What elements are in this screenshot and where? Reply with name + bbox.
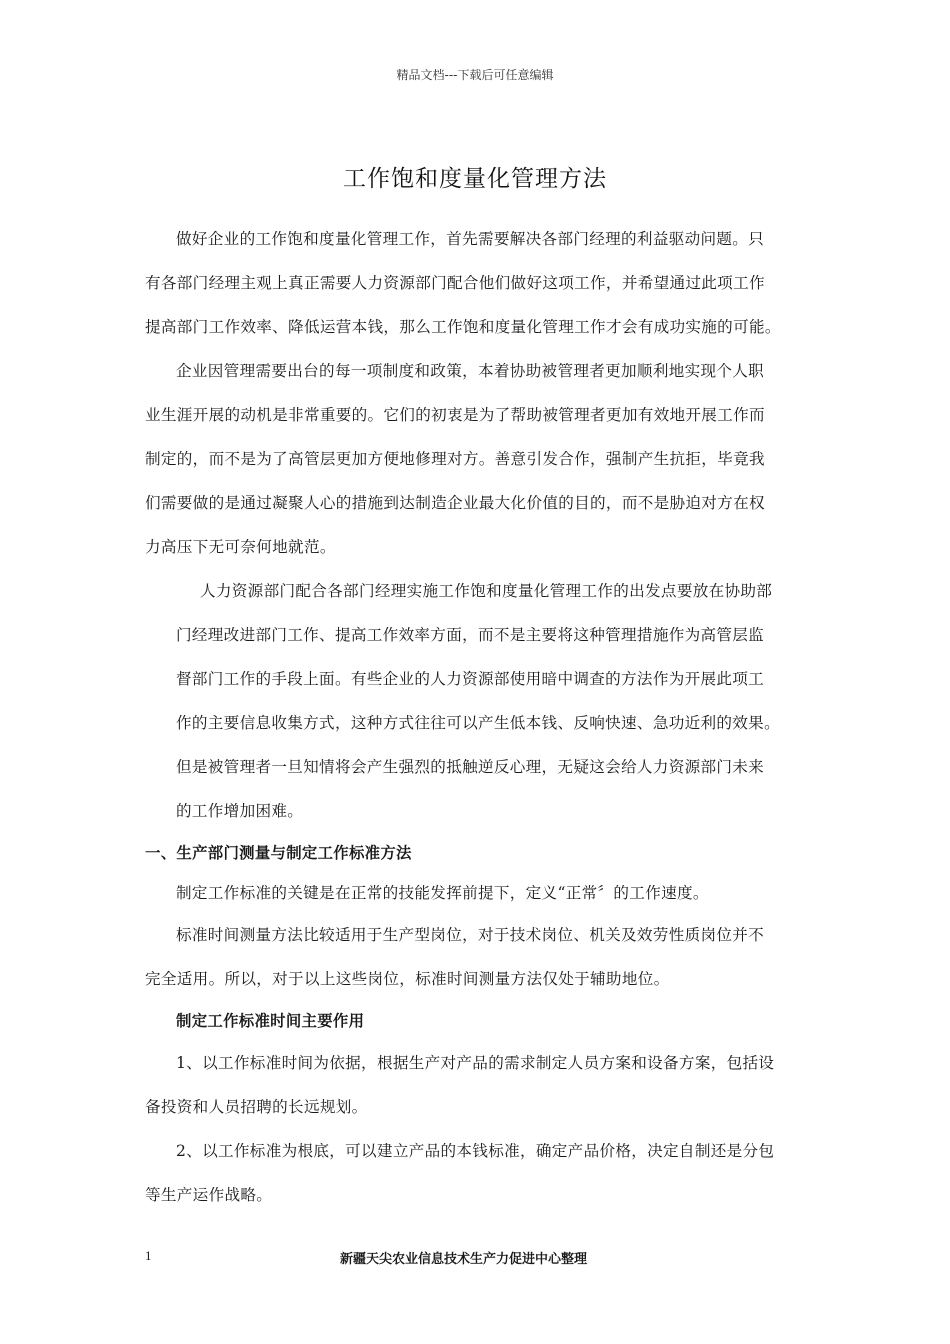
paragraph-line: 们需要做的是通过凝聚人心的措施到达制造企业最大化价值的目的，而不是胁迫对方在权 [145, 494, 765, 512]
paragraph-line: 督部门工作的手段上面。有些企业的人力资源部使用暗中调查的方法作为开展此项工 [176, 670, 765, 688]
paragraph-line: 1、以工作标准时间为依据，根据生产对产品的需求制定人员方案和设备方案，包括设 [176, 1054, 775, 1072]
list-item [145, 1129, 810, 1217]
footer-organization: 新疆天尖农业信息技术生产力促进中心整理 [340, 1252, 588, 1267]
paragraph-3 [145, 569, 810, 833]
page-footer [145, 1248, 810, 1268]
paragraph-line: 完全适用。所以，对于以上这些岗位，标准时间测量方法仅处于辅助地位。 [145, 970, 670, 988]
paragraph-2 [145, 349, 810, 569]
paragraph-line: 但是被管理者一旦知情将会产生强烈的抵触逆反心理，无疑这会给人力资源部门未来 [176, 758, 765, 776]
paragraph-line: 力高压下无可奈何地就范。 [145, 538, 336, 556]
paragraph-line: 标准时间测量方法比较适用于生产型岗位，对于技术岗位、机关及效劳性质岗位并不 [176, 926, 765, 944]
list-item [145, 1041, 810, 1129]
paragraph-line: 做好企业的工作饱和度量化管理工作，首先需要解决各部门经理的利益驱动问题。只 [176, 230, 765, 248]
paragraph-line: 人力资源部门配合各部门经理实施工作饱和度量化管理工作的出发点要放在协助部 [200, 582, 773, 600]
paragraph-line: 有各部门经理主观上真正需要人力资源部门配合他们做好这项工作，并希望通过此项工作 [145, 274, 765, 292]
paragraph-line: 企业因管理需要出台的每一项制度和政策，本着协助被管理者更加顺利地实现个人职 [176, 362, 765, 380]
paragraph-line: 作的主要信息收集方式，这种方式往往可以产生低本钱、反响快速、急功近利的效果。 [176, 714, 780, 732]
section-paragraph [145, 913, 810, 1001]
page-number: 1 [145, 1248, 152, 1263]
section-heading: 一、生产部门测量与制定工作标准方法 [145, 844, 412, 862]
paragraph-line: 业生涯开展的动机是非常重要的。它们的初衷是为了帮助被管理者更加有效地开展工作而 [145, 406, 765, 424]
paragraph-line: 备投资和人员招聘的长远规划。 [145, 1098, 368, 1116]
paragraph-line: 等生产运作战略。 [145, 1186, 273, 1204]
paragraph-line: 2、以工作标准为根底，可以建立产品的本钱标准，确定产品价格，决定自制还是分包 [176, 1142, 775, 1160]
header-note: 精品文档---下载后可任意编辑 [396, 68, 554, 82]
paragraph-line: 提高部门工作效率、降低运营本钱，那么工作饱和度量化管理工作才会有成功实施的可能。 [145, 318, 781, 336]
document-body [145, 217, 810, 1217]
section-paragraph: 制定工作标准的关键是在正常的技能发挥前提下，定义“正常〞的工作速度。 [176, 884, 709, 902]
document-title: 工作饱和度量化管理方法 [343, 166, 607, 192]
paragraph-line: 的工作增加困难。 [176, 802, 304, 820]
subsection-heading: 制定工作标准时间主要作用 [176, 1012, 365, 1030]
paragraph-1 [145, 217, 810, 349]
paragraph-line: 制定的，而不是为了高管层更加方便地修理对方。善意引发合作，强制产生抗拒，毕竟我 [145, 450, 765, 468]
paragraph-line: 门经理改进部门工作、提高工作效率方面，而不是主要将这种管理措施作为高管层监 [176, 626, 765, 644]
